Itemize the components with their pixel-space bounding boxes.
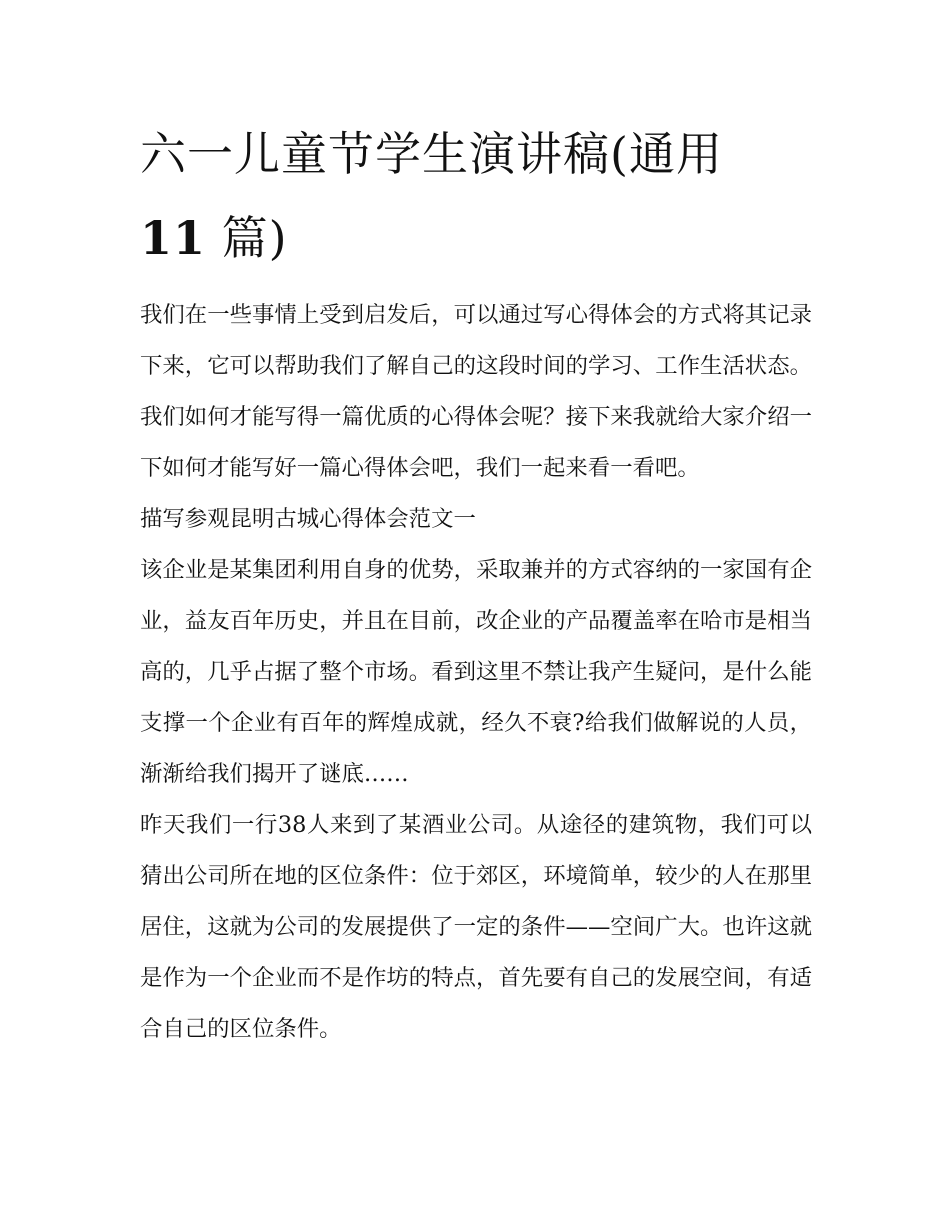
body-paragraph-1: 该企业是某集团利用自身的优势，采取兼并的方式容纳的一家国有企业，益友百年历史，并且在目前，改企业的产品覆盖率在哈市是相当高的，几乎占据了整个市场。看到这里不禁让我产生疑问，是什么能支撑一个企业有百年的辉煌成就，经久不衰?给我们做解说的人员，渐渐给我们揭开了谜底……: [140, 557, 812, 787]
document-page: [140, 112, 812, 1055]
title-line-1: 六一儿童节学生演讲稿(通用: [140, 127, 723, 181]
title-line-2: 篇): [221, 211, 288, 265]
title-number: 11: [140, 211, 207, 265]
section-heading: 描写参观昆明古城心得体会范文一: [140, 506, 476, 532]
document-title: [140, 112, 812, 280]
body-paragraph-2: 昨天我们一行38人来到了某酒业公司。从途径的建筑物，我们可以猜出公司所在地的区位条件：位于郊区，环境简单，较少的人在那里居住，这就为公司的发展提供了一定的条件——空间广大。也许这就是作为一个企业而不是作坊的特点，首先要有自己的发展空间，有适合自己的区位条件。: [140, 812, 812, 1042]
intro-paragraph: 我们在一些事情上受到启发后，可以通过写心得体会的方式将其记录下来，它可以帮助我们了解自己的这段时间的学习、工作生活状态。我们如何才能写得一篇优质的心得体会呢？接下来我就给大家介绍一下如何才能写好一篇心得体会吧，我们一起来看一看吧。: [140, 302, 812, 481]
